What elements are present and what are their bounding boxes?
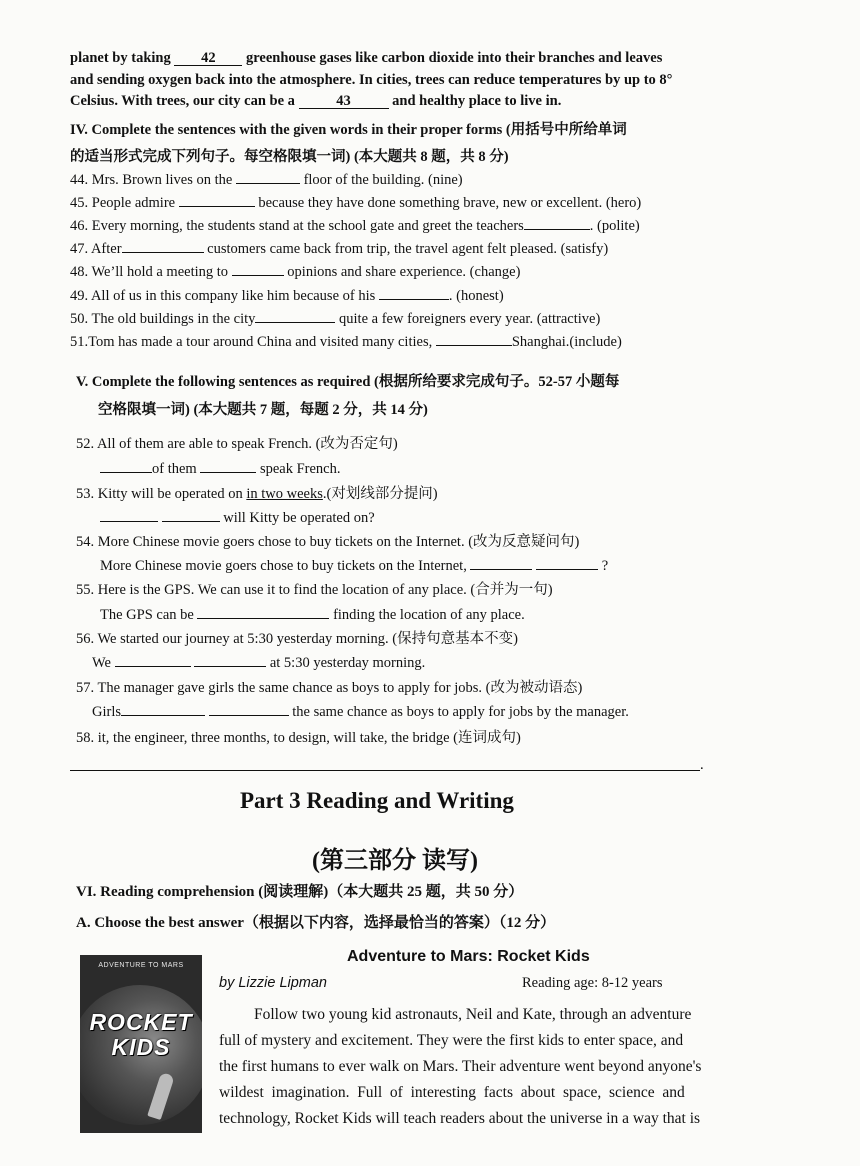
question-text: the same chance as boys to apply for jobs by the manager. [292, 704, 629, 720]
question-text: 50. The old buildings in the city [70, 311, 256, 327]
answer-blank-49[interactable] [379, 299, 449, 300]
question-49 [70, 287, 504, 305]
part-3-title: Part 3 Reading and Writing [240, 788, 514, 813]
part-3-subtitle: (第三部分 读写) [312, 848, 478, 874]
question-text: We [92, 655, 111, 671]
answer-blank-52a[interactable] [100, 472, 152, 473]
passage-text: planet by taking [70, 50, 171, 66]
question-48 [70, 263, 520, 281]
question-52: 52. All of them are able to speak French. (改为否定句) [76, 436, 398, 452]
question-45 [70, 194, 641, 212]
book-cover-top-text: ADVENTURE TO MARS [98, 962, 184, 969]
article-line-3: the first humans to ever walk on Mars. Their adventure went beyond anyone's [219, 1058, 702, 1075]
question-text: . (honest) [448, 288, 504, 304]
article-author: by Lizzie Lipman [219, 975, 327, 991]
question-57: 57. The manager gave girls the same chance as boys to apply for jobs. (改为被动语态) [76, 680, 583, 696]
answer-blank-53a[interactable] [100, 521, 158, 522]
question-text: will Kitty be operated on? [223, 510, 375, 526]
answer-blank-43[interactable]: 43 [299, 94, 389, 109]
question-text: customers came back from trip, the travel agent felt pleased. (satisfy) [207, 241, 609, 257]
answer-blank-55a[interactable] [197, 618, 263, 619]
question-text: .(对划线部分提问) [322, 486, 438, 502]
answer-blank-57b[interactable] [209, 715, 289, 716]
answer-blank-42[interactable]: 42 [174, 51, 242, 66]
question-text: speak French. [259, 461, 341, 477]
section-iv-heading: IV. Complete the sentences with the given words in their proper forms (用括号中所给单词 [70, 122, 627, 138]
answer-blank-46[interactable] [524, 229, 590, 230]
answer-blank-56b[interactable] [194, 666, 266, 667]
passage-line-1 [70, 49, 662, 67]
question-text: Girls [92, 704, 121, 720]
question-text: More Chinese movie goers chose to buy tickets on the Internet, [100, 558, 467, 574]
passage-line-2: and sending oxygen back into the atmosphere. In cities, trees can reduce temperatures by up to 8° [70, 72, 673, 88]
question-text: finding the location of any place. [333, 607, 525, 623]
question-text: of them [152, 461, 197, 477]
answer-blank-56a[interactable] [115, 666, 191, 667]
article-title: Adventure to Mars: Rocket Kids [347, 948, 590, 965]
answer-blank-44[interactable] [236, 183, 300, 184]
question-53-answer [100, 509, 375, 527]
passage-line-3 [70, 92, 561, 110]
question-52-answer [100, 460, 340, 478]
section-vi-a-heading: A. Choose the best answer（根据以下内容，选择最恰当的答案）（12 分） [76, 915, 556, 931]
question-56: 56. We started our journey at 5:30 yesterday morning. (保持句意基本不变) [76, 631, 518, 647]
question-57-answer [92, 703, 629, 721]
question-text: quite a few foreigners every year. (attractive) [339, 311, 601, 327]
book-cover-title-2: KIDS [111, 1034, 171, 1060]
question-text: ? [601, 558, 609, 574]
question-text: Shanghai.(include) [511, 334, 622, 350]
question-text: 53. Kitty will be operated on [76, 486, 243, 502]
question-text: 48. We’ll hold a meeting to [70, 264, 229, 280]
section-vi-heading: VI. Reading comprehension (阅读理解)（本大题共 25 题，共 50 分） [76, 884, 524, 900]
article-line-1: Follow two young kid astronauts, Neil and Kate, through an adventure [254, 1006, 692, 1023]
answer-line-58[interactable] [70, 770, 700, 771]
answer-blank-54b[interactable] [536, 569, 598, 570]
question-text: because they have done something brave, new or excellent. (hero) [258, 195, 642, 211]
answer-blank-52b[interactable] [200, 472, 256, 473]
question-text: 49. All of us in this company like him because of his [70, 288, 376, 304]
question-text: The GPS can be [100, 607, 194, 623]
question-text: . (polite) [589, 218, 640, 234]
question-text: 46. Every morning, the students stand at the school gate and greet the teachers [70, 218, 524, 234]
section-v-heading-2: 空格限填一词) (本大题共 7 题，每题 2 分，共 14 分) [98, 402, 428, 418]
answer-blank-55b[interactable] [263, 618, 329, 619]
passage-text: greenhouse gases like carbon dioxide into their branches and leaves [245, 50, 663, 66]
answer-blank-57a[interactable] [121, 715, 205, 716]
reading-age: Reading age: 8-12 years [522, 975, 663, 991]
question-text: 45. People admire [70, 195, 176, 211]
question-55: 55. Here is the GPS. We can use it to find the location of any place. (合并为一句) [76, 582, 553, 598]
question-58: 58. it, the engineer, three months, to design, will take, the bridge (连词成句) [76, 730, 521, 746]
answer-line-end: . [700, 757, 704, 773]
question-55-answer [100, 606, 525, 624]
question-54: 54. More Chinese movie goers chose to buy tickets on the Internet. (改为反意疑问句) [76, 534, 580, 550]
book-cover-title-1: ROCKET [89, 1009, 193, 1035]
article-line-2: full of mystery and excitement. They were the first kids to enter space, and [219, 1032, 684, 1049]
question-text: 51.Tom has made a tour around China and visited many cities, [70, 334, 433, 350]
question-text: 44. Mrs. Brown lives on the [70, 172, 233, 188]
article-line-5: technology, Rocket Kids will teach readers about the universe in a way that is [219, 1110, 701, 1127]
answer-blank-50[interactable] [255, 322, 335, 323]
answer-blank-47[interactable] [122, 252, 204, 253]
question-text: opinions and share experience. (change) [287, 264, 521, 280]
book-cover-image [80, 955, 202, 1133]
passage-text: Celsius. With trees, our city can be a [70, 93, 295, 109]
question-47 [70, 240, 608, 258]
underlined-phrase: in two weeks [246, 486, 323, 502]
question-53 [76, 485, 438, 503]
passage-text: and healthy place to live in. [392, 93, 562, 109]
answer-blank-45[interactable] [179, 206, 255, 207]
question-46 [70, 217, 640, 235]
section-v-heading: V. Complete the following sentences as required (根据所给要求完成句子。52-57 小题每 [76, 374, 620, 390]
question-54-answer [100, 557, 608, 575]
question-text: at 5:30 yesterday morning. [269, 655, 426, 671]
answer-blank-48[interactable] [232, 275, 284, 276]
question-50 [70, 310, 600, 328]
answer-blank-51[interactable] [436, 345, 512, 346]
article-line-4: wildest imagination. Full of interesting facts about space, science and [219, 1084, 685, 1101]
answer-blank-53b[interactable] [162, 521, 220, 522]
question-text: 47. After [70, 241, 122, 257]
question-44 [70, 171, 463, 189]
answer-blank-54a[interactable] [470, 569, 532, 570]
question-text: floor of the building. (nine) [303, 172, 463, 188]
question-56-answer [92, 654, 425, 672]
question-51 [70, 333, 622, 351]
section-iv-heading-2: 的适当形式完成下列句子。每空格限填一词) (本大题共 8 题，共 8 分) [70, 149, 509, 165]
